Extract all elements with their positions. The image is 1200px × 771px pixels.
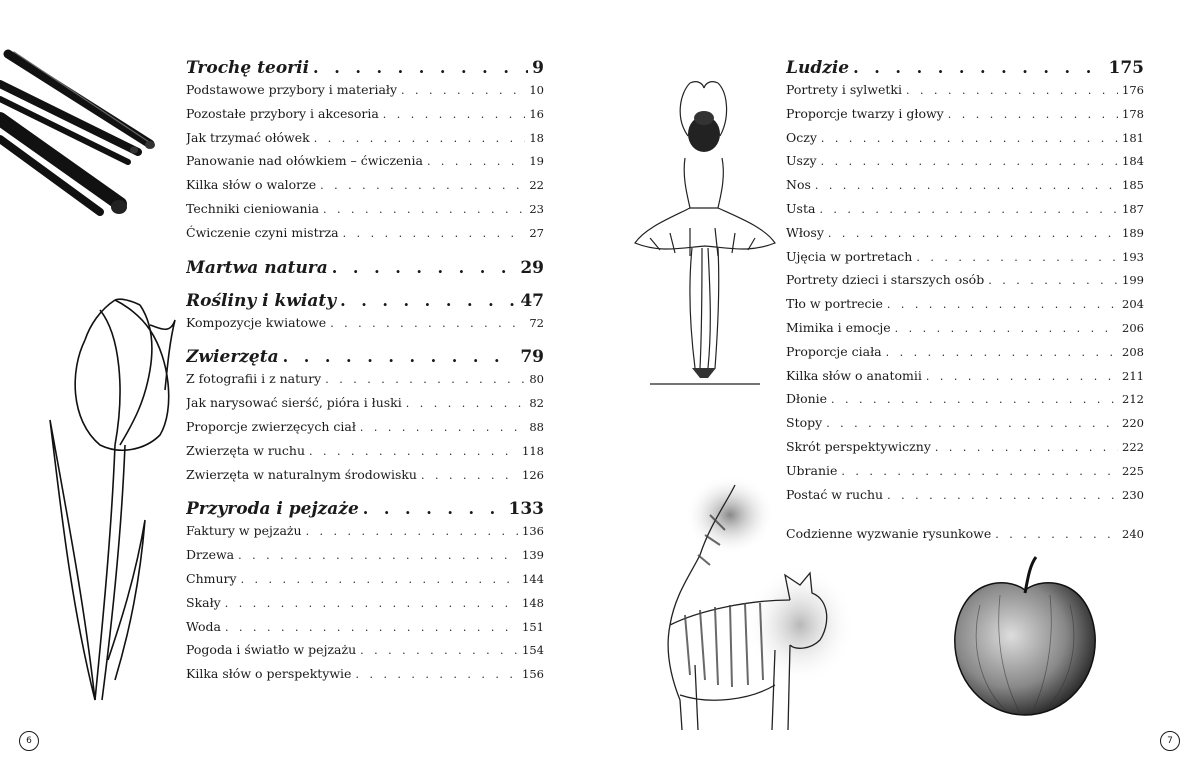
dot-leader	[821, 155, 1118, 168]
item-label: Kilka słów o perspektywie	[186, 666, 352, 682]
item-page: 10	[529, 83, 544, 97]
item-label: Kilka słów o anatomii	[786, 367, 922, 383]
item-label: Dłonie	[786, 391, 828, 407]
item-label: Portrety dzieci i starszych osób	[786, 272, 985, 288]
dot-leader	[948, 108, 1118, 121]
toc-item	[186, 419, 544, 443]
toc-item	[186, 82, 544, 106]
toc-item	[786, 177, 1144, 201]
item-label: Ujęcia w portretach	[786, 248, 913, 264]
toc-item	[786, 130, 1144, 154]
dot-leader	[340, 291, 516, 310]
item-label: Zwierzęta w naturalnym środowisku	[186, 466, 417, 482]
toc-item	[186, 642, 544, 666]
item-page: 16	[529, 106, 544, 121]
item-label: Oczy	[786, 129, 817, 145]
item-page: 204	[1122, 297, 1144, 312]
item-label: Woda	[186, 618, 221, 634]
item-page: 220	[1122, 416, 1144, 431]
item-label: Uszy	[786, 153, 817, 169]
item-label: Włosy	[786, 224, 824, 240]
dot-leader	[887, 298, 1118, 311]
section-title: Trochę teorii	[186, 58, 310, 78]
toc-item	[786, 439, 1144, 463]
dot-leader	[238, 549, 518, 562]
dot-leader	[332, 258, 517, 277]
item-label: Nos	[786, 177, 811, 193]
item-label: Jak narysować sierść, pióra i łuski	[186, 395, 402, 411]
item-page: 185	[1122, 178, 1144, 193]
toc-item	[786, 272, 1144, 296]
section-title: Ludzie	[786, 58, 850, 78]
dot-leader	[906, 84, 1118, 97]
toc-item	[186, 571, 544, 595]
toc-item	[786, 320, 1144, 344]
pencils-drawing	[0, 44, 170, 224]
item-label: Jak trzymać ołówek	[186, 129, 310, 145]
apple-drawing	[950, 555, 1100, 720]
item-page: 176	[1122, 83, 1144, 97]
toc-item	[786, 82, 1144, 106]
toc-item	[186, 177, 544, 201]
item-page: 144	[522, 571, 544, 586]
toc-section	[186, 58, 544, 82]
dot-leader	[916, 251, 1118, 264]
item-page: 19	[529, 154, 544, 169]
item-label: Portrety i sylwetki	[786, 82, 902, 97]
dot-leader	[383, 108, 526, 121]
page-number-left: 6	[19, 731, 39, 751]
item-page: 230	[1122, 487, 1144, 502]
item-label: Kompozycje kwiatowe	[186, 314, 327, 330]
toc-item	[186, 106, 544, 130]
item-page: 18	[529, 130, 544, 145]
dot-leader	[283, 347, 517, 366]
toc-item	[786, 415, 1144, 439]
item-page: 208	[1122, 344, 1144, 359]
section-page: 47	[520, 290, 544, 311]
dot-leader	[313, 58, 528, 77]
item-label: Zwierzęta w ruchu	[186, 442, 305, 458]
dot-leader	[853, 58, 1104, 77]
dot-leader	[306, 525, 518, 538]
dot-leader	[828, 227, 1118, 240]
item-label: Proporcje ciała	[786, 343, 882, 359]
item-page: 212	[1122, 392, 1144, 407]
dot-leader	[360, 421, 525, 434]
section-title: Martwa natura	[186, 257, 328, 278]
dot-leader	[323, 203, 525, 216]
dot-leader	[841, 465, 1118, 478]
item-label: Faktury w pejzażu	[186, 523, 302, 539]
item-label: Tło w portrecie	[786, 296, 883, 312]
item-page: 184	[1122, 154, 1144, 169]
item-label: Drzewa	[186, 547, 235, 563]
item-label: Proporcje twarzy i głowy	[786, 105, 944, 121]
item-page: 27	[529, 225, 544, 240]
item-label: Stopy	[786, 415, 823, 431]
dot-leader	[935, 441, 1118, 454]
toc-item	[786, 201, 1144, 225]
item-page: 211	[1122, 368, 1144, 383]
toc-item	[186, 467, 544, 491]
item-page: 88	[529, 419, 544, 434]
toc-item	[786, 153, 1144, 177]
item-label: Ćwiczenie czyni mistrza	[186, 224, 339, 240]
toc-item	[186, 523, 544, 547]
item-label: Techniki cieniowania	[186, 200, 320, 216]
item-label: Pozostałe przybory i akcesoria	[186, 105, 379, 121]
section-page: 9	[532, 58, 544, 78]
item-page: 80	[529, 372, 544, 387]
item-label: Proporcje zwierzęcych ciał	[186, 418, 356, 434]
item-page: 193	[1122, 249, 1144, 264]
dot-leader	[225, 597, 518, 610]
toc-item	[786, 225, 1144, 249]
item-page: 136	[522, 524, 544, 539]
dot-leader	[821, 132, 1118, 145]
dot-leader	[320, 179, 525, 192]
dot-leader	[819, 203, 1118, 216]
item-page: 23	[529, 201, 544, 216]
section-title: Zwierzęta	[186, 347, 279, 368]
item-page: 148	[522, 595, 544, 610]
item-page: 151	[522, 619, 544, 634]
dot-leader	[995, 528, 1118, 541]
toc-section	[186, 499, 544, 523]
section-title: Rośliny i kwiaty	[186, 290, 337, 311]
toc-section	[786, 58, 1144, 82]
dot-leader	[314, 132, 526, 145]
toc-item	[186, 201, 544, 225]
item-page: 206	[1122, 320, 1144, 335]
dot-leader	[325, 373, 525, 386]
toc-item	[786, 249, 1144, 273]
toc-item	[186, 595, 544, 619]
toc-item	[186, 225, 544, 249]
toc-item	[786, 368, 1144, 392]
section-page: 29	[520, 257, 544, 278]
dot-leader	[826, 417, 1118, 430]
item-label: Codzienne wyzwanie rysunkowe	[786, 526, 992, 542]
toc-item	[186, 666, 544, 690]
item-page: 199	[1122, 273, 1144, 288]
toc-item	[186, 371, 544, 395]
dot-leader	[886, 346, 1118, 359]
item-page: 22	[529, 178, 544, 193]
ballerina-drawing	[630, 78, 780, 388]
item-page: 156	[522, 667, 544, 682]
item-page: 178	[1122, 106, 1144, 121]
dot-leader	[225, 621, 518, 634]
toc-section	[186, 347, 544, 371]
dot-leader	[406, 397, 526, 410]
toc-item	[786, 106, 1144, 130]
dot-leader	[363, 499, 505, 518]
item-page: 139	[522, 548, 544, 563]
dot-leader	[926, 370, 1118, 383]
toc-item	[186, 547, 544, 571]
dot-leader	[355, 668, 518, 681]
toc-item	[786, 296, 1144, 320]
toc-item	[786, 344, 1144, 368]
dot-leader	[815, 179, 1118, 192]
item-label: Usta	[786, 200, 816, 216]
dot-leader	[895, 322, 1118, 335]
item-page: 187	[1122, 201, 1144, 216]
toc-item	[186, 619, 544, 643]
dot-leader	[360, 644, 518, 657]
section-page: 79	[520, 347, 544, 368]
item-label: Pogoda i światło w pejzażu	[186, 642, 357, 658]
dot-leader	[401, 84, 525, 97]
item-label: Skrót perspektywiczny	[786, 438, 931, 454]
dot-leader	[988, 274, 1118, 287]
cat-drawing	[640, 475, 855, 740]
section-page: 133	[508, 499, 544, 520]
item-page: 118	[522, 443, 544, 458]
item-label: Postać w ruchu	[786, 486, 884, 502]
item-label: Mimika i emocje	[786, 319, 891, 335]
dot-leader	[330, 317, 525, 330]
toc-left	[186, 58, 544, 690]
dot-leader	[241, 573, 518, 586]
toc-item	[186, 443, 544, 467]
toc-section	[186, 258, 544, 282]
item-label: Podstawowe przybory i materiały	[186, 82, 398, 97]
item-label: Z fotografii i z natury	[186, 371, 322, 387]
item-page: 240	[1122, 527, 1144, 542]
item-page: 154	[522, 643, 544, 658]
item-page: 181	[1122, 130, 1144, 145]
item-label: Skały	[186, 594, 221, 610]
item-label: Ubranie	[786, 462, 838, 478]
item-page: 222	[1122, 439, 1144, 454]
item-page: 189	[1122, 225, 1144, 240]
toc-item	[186, 130, 544, 154]
toc-item	[186, 315, 544, 339]
dot-leader	[309, 445, 518, 458]
item-page: 82	[529, 396, 544, 411]
toc-item	[186, 395, 544, 419]
item-page: 72	[529, 315, 544, 330]
item-page: 225	[1122, 463, 1144, 478]
section-title: Przyroda i pejzaże	[186, 499, 359, 520]
dot-leader	[427, 155, 525, 168]
dot-leader	[831, 393, 1118, 406]
toc-item	[786, 391, 1144, 415]
dot-leader	[421, 469, 518, 482]
item-label: Panowanie nad ołówkiem – ćwiczenia	[186, 153, 423, 169]
page-number-right: 7	[1160, 731, 1180, 751]
dot-leader	[887, 489, 1118, 502]
toc-section	[186, 291, 544, 315]
section-page: 175	[1108, 58, 1144, 78]
dot-leader	[343, 227, 526, 240]
item-label: Kilka słów o walorze	[186, 177, 317, 193]
toc-item	[186, 153, 544, 177]
tulip-drawing	[40, 280, 190, 720]
item-page: 126	[522, 467, 544, 482]
item-label: Chmury	[186, 570, 237, 586]
